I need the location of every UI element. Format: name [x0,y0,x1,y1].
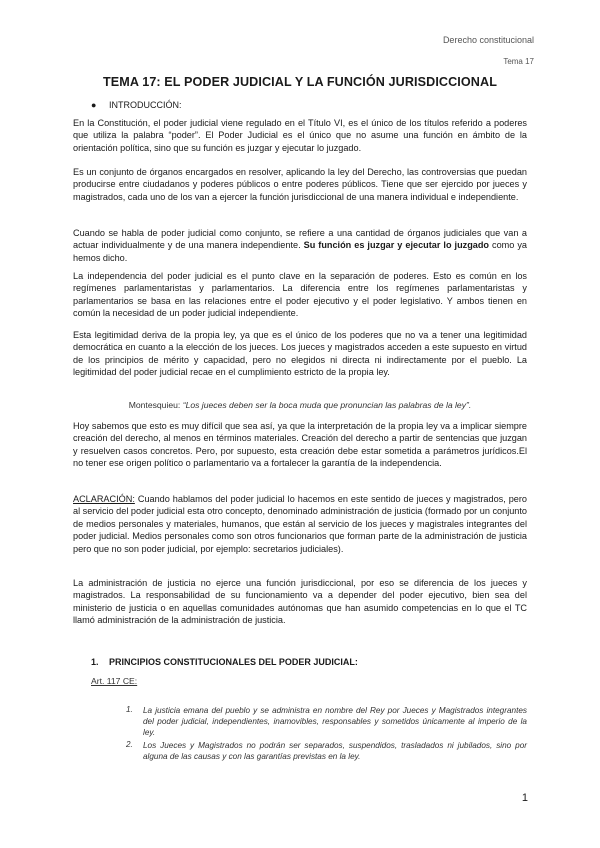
quote-text: “Los jueces deben ser la boca muda que pronuncian las palabras de la ley”. [182,400,472,410]
paragraph-5: Esta legitimidad deriva de la propia ley, ya que es el único de los poderes que no va a tener una legitimidad democrática en cuanto a la elección de los jueces. Los jueces y magistrados acceden a este supuesto en virtud de los principios de mérito y capacidad, pero no elegidos ni directa ni indirectamente por el pueblo. La legitimidad del poder judicial recae en el cumplimiento estricto de la propia ley. [73,330,527,378]
quote [0,400,600,410]
section-title: PRINCIPIOS CONSTITUCIONALES DEL PODER JUDICIAL: [109,657,358,667]
paragraph-1: En la Constitución, el poder judicial viene regulado en el Título VI, es el único de los títulos referido a poderes que utiliza la palabra “poder”. El Poder Judicial es el único que no asume una función en ámbito de la orientación política, sino que su función es juzgar y ejecutar lo juzgado. [73,118,527,153]
article-item-number: 2. [126,740,133,749]
paragraph-4: La independencia del poder judicial es el punto clave en la separación de poderes. Esto es común en los regímenes parlamentaristas y parlamentarios. La diferencia entre los regímenes parlamentaristas y parlamentarios se basa en las relaciones entre el poder ejecutivo y el poder legislativo. Y ambos tienen en común la necesidad de un poder judicial independiente. [73,271,527,319]
clarification-text: Cuando hablamos del poder judicial lo hacemos en este sentido de jueces y magistrados, pero al servicio del poder judicial esta otro concepto, denominado administración de justicia (formado por un conjunto de medios personales y materiales, humanos, que están al servicio de los jueces y magistrales integrantes del poder judicial. Medios personales como son otros funcionarios que forman parte de la administración de justicia pero que no son poder judicial, por ejemplo: secretarios judiciales). [73,494,527,554]
paragraph-3 [73,227,527,264]
clarification-label: ACLARACIÓN: [73,494,135,504]
article-reference: Art. 117 CE: [91,676,138,686]
article-item: Los Jueces y Magistrados no podrán ser separados, suspendidos, trasladados ni jubilados, sino por alguna de las causas y con las garantías previstas en la ley. [143,741,527,762]
page-title: TEMA 17: EL PODER JUDICIAL Y LA FUNCIÓN JURISDICCIONAL [103,75,497,89]
paragraph-6: Hoy sabemos que esto es muy difícil que sea así, ya que la interpretación de la propia ley va a implicar siempre creación del derecho, al menos en términos materiales. Creación del derecho a partir de sentencias que juzgan y resuelven casos concretos. Pero, por supuesto, esta creación debe estar sometida a parámetros jurídicos.El no tener ese origen político o parlamentario va a fortalecer la garantía de la independencia. [73,421,527,469]
header-tema: Tema 17 [503,57,534,66]
intro-heading [91,100,182,110]
paragraph-7 [73,493,527,555]
paragraph-3-text-a: Cuando se habla de poder judicial como conjunto, se refiere a una cantidad de órganos judiciales que van a actuar individualmente y de una manera independiente. [73,228,527,251]
bullet-icon: ● [91,100,97,110]
intro-label: INTRODUCCIÓN: [109,100,182,110]
paragraph-3-text-c: como ya hemos dicho. [73,240,527,263]
page-number: 1 [521,792,528,804]
paragraph-2: Es un conjunto de órganos encargados en resolver, aplicando la ley del Derecho, las controversias que puedan producirse entre ciudadanos y poderes públicos o entre poderes públicos. Tiene que ser ejercido por jueces y magistrados, cada uno de los van a ejercer la función jurisdiccional de una manera individual e independiente. [73,167,527,202]
article-item: La justicia emana del pueblo y se administra en nombre del Rey por Jueces y Magistrados integrantes del poder judicial, independientes, inamovibles, responsables y sometidos únicamente al imperio de la ley. [143,706,527,738]
paragraph-8: La administración de justicia no ejerce una función jurisdiccional, por eso se diferencia de los jueces y magistrados. La responsabilidad de su funcionamiento va a depender del poder ejecutivo, bien sea del ministerio de justicia o en aquellas comunidades autónomas que han asumido competencias en lo que el TC llamó administración de la administración de justicia. [73,578,527,626]
header-subject: Derecho constitucional [442,35,534,45]
paragraph-3-bold: Su función es juzgar y ejecutar lo juzgado [303,240,490,251]
quote-author: Montesquieu: [128,400,183,410]
section-number: 1. [91,657,99,667]
section-heading [91,657,358,667]
article-item-number: 1. [126,705,133,714]
